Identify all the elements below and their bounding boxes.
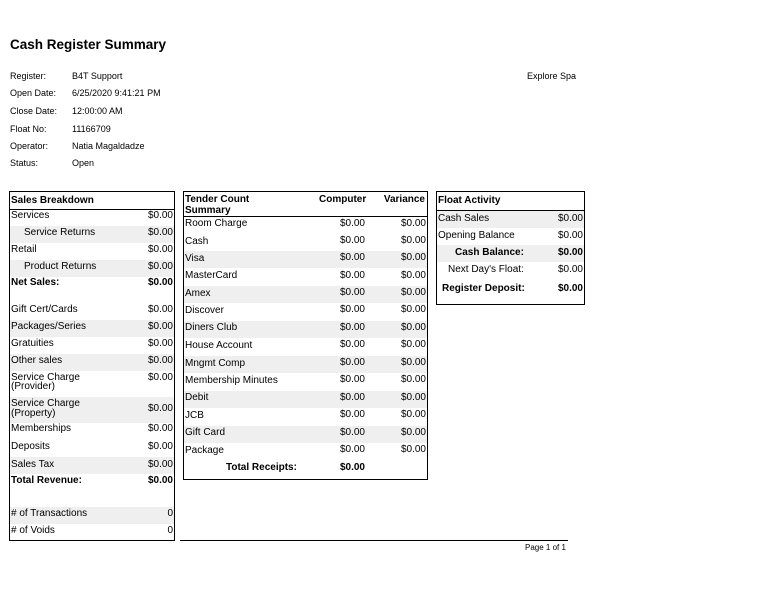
table-row xyxy=(10,226,174,243)
float-no-value: 11166709 xyxy=(72,124,111,134)
total-receipts-value: $0.00 xyxy=(339,462,365,473)
computer-value: $0.00 xyxy=(339,270,365,281)
table-row xyxy=(184,286,427,303)
row-label: Service Returns xyxy=(24,227,96,238)
row-value: $0.00 xyxy=(557,213,583,224)
table-row xyxy=(437,282,584,299)
computer-value: $0.00 xyxy=(339,374,365,385)
computer-value: $0.00 xyxy=(339,409,365,420)
table-row xyxy=(184,373,427,390)
variance-value: $0.00 xyxy=(400,270,426,281)
computer-value: $0.00 xyxy=(339,252,365,263)
status-label: Status: xyxy=(10,158,39,168)
operator-label: Operator: xyxy=(10,141,49,151)
row-label: Next Day's Float: xyxy=(448,264,524,275)
row-label: Cash xyxy=(185,236,209,247)
table-row xyxy=(184,408,427,425)
variance-value: $0.00 xyxy=(400,444,426,455)
row-value: $0.00 xyxy=(147,261,173,272)
row-value: $0.00 xyxy=(147,355,173,366)
register-label: Register: xyxy=(10,71,47,81)
row-label: Gift Cert/Cards xyxy=(11,304,78,315)
row-value: $0.00 xyxy=(147,227,173,238)
table-row xyxy=(10,337,174,354)
row-label: House Account xyxy=(185,340,253,351)
computer-value: $0.00 xyxy=(339,357,365,368)
row-label: Services xyxy=(11,210,50,221)
computer-value: $0.00 xyxy=(339,339,365,350)
table-row xyxy=(10,507,174,524)
table-row xyxy=(10,260,174,277)
variance-value: $0.00 xyxy=(400,252,426,263)
computer-value: $0.00 xyxy=(339,287,365,298)
table-row xyxy=(184,234,427,251)
computer-value: $0.00 xyxy=(339,392,365,403)
table-row xyxy=(10,209,174,226)
row-value: $0.00 xyxy=(147,403,173,414)
close-date-label: Close Date: xyxy=(10,106,58,116)
row-label: Service Charge xyxy=(11,398,80,409)
table-row xyxy=(184,321,427,338)
row-label: Deposits xyxy=(11,441,50,452)
variance-value: $0.00 xyxy=(400,409,426,420)
variance-value: $0.00 xyxy=(400,392,426,403)
table-row xyxy=(184,269,427,286)
variance-value: $0.00 xyxy=(400,322,426,333)
row-label: Gift Card xyxy=(185,427,226,438)
computer-value: $0.00 xyxy=(339,444,365,455)
total-row xyxy=(184,461,427,478)
table-row xyxy=(10,524,174,541)
variance-value: $0.00 xyxy=(400,357,426,368)
row-label: # of Transactions xyxy=(11,508,88,519)
computer-value: $0.00 xyxy=(339,322,365,333)
row-label: Sales Tax xyxy=(11,459,55,470)
row-label: Room Charge xyxy=(185,218,248,229)
page-title: Cash Register Summary xyxy=(10,37,167,52)
row-value: $0.00 xyxy=(557,283,583,294)
row-label-line2: (Property) xyxy=(11,408,56,419)
table-row xyxy=(10,303,174,320)
row-value: 0 xyxy=(167,525,173,536)
open-date-value: 6/25/2020 9:41:21 PM xyxy=(72,88,161,98)
row-value: $0.00 xyxy=(147,321,173,332)
table-row xyxy=(437,263,584,280)
table-row xyxy=(437,228,584,245)
row-value: 0 xyxy=(167,508,173,519)
table-row xyxy=(10,354,174,371)
row-value: $0.00 xyxy=(147,459,173,470)
footer-divider xyxy=(180,540,568,541)
close-date-value: 12:00:00 AM xyxy=(72,106,123,116)
row-label: Other sales xyxy=(11,355,63,366)
row-label: Net Sales: xyxy=(11,277,60,288)
table-row xyxy=(10,243,174,260)
row-value: $0.00 xyxy=(147,372,173,383)
variance-value: $0.00 xyxy=(400,427,426,438)
computer-value: $0.00 xyxy=(339,218,365,229)
table-row xyxy=(10,474,174,491)
row-label: Mngmt Comp xyxy=(185,358,246,369)
variance-value: $0.00 xyxy=(400,287,426,298)
computer-value: $0.00 xyxy=(339,427,365,438)
float-no-label: Float No: xyxy=(10,124,47,134)
variance-value: $0.00 xyxy=(400,218,426,229)
row-label: Package xyxy=(185,445,224,456)
row-value: $0.00 xyxy=(557,264,583,275)
computer-column-header: Computer xyxy=(319,194,367,205)
tender-caption-line2: Summary xyxy=(185,205,231,216)
table-row xyxy=(10,397,174,423)
row-value: $0.00 xyxy=(147,338,173,349)
total-receipts-label: Total Receipts: xyxy=(226,462,297,473)
table-row xyxy=(10,371,174,397)
row-label: Total Revenue: xyxy=(11,475,82,486)
company-name: Explore Spa xyxy=(527,71,577,81)
tender-count-table xyxy=(183,191,428,480)
table-row xyxy=(184,251,427,268)
row-label: Register Deposit: xyxy=(442,283,525,294)
table-row xyxy=(437,211,584,228)
row-value: $0.00 xyxy=(557,230,583,241)
table-row xyxy=(10,320,174,337)
operator-value: Natia Magaldadze xyxy=(72,141,145,151)
row-value: $0.00 xyxy=(147,244,173,255)
table-row xyxy=(184,443,427,460)
row-label: Memberships xyxy=(11,423,72,434)
open-date-label: Open Date: xyxy=(10,88,57,98)
row-value: $0.00 xyxy=(147,304,173,315)
table-row xyxy=(184,356,427,373)
register-value: B4T Support xyxy=(72,71,123,81)
row-value: $0.00 xyxy=(147,277,173,288)
sales-breakdown-table xyxy=(9,191,175,541)
row-label: Membership Minutes xyxy=(185,375,278,386)
row-label-line2: (Provider) xyxy=(11,381,55,392)
row-label: Retail xyxy=(11,244,37,255)
row-label: Cash Balance: xyxy=(455,247,524,258)
row-label: Diners Club xyxy=(185,322,238,333)
row-value: $0.00 xyxy=(147,441,173,452)
table-row xyxy=(10,276,174,293)
table-row xyxy=(10,457,174,474)
computer-value: $0.00 xyxy=(339,304,365,315)
row-label: MasterCard xyxy=(185,270,238,281)
float-activity-caption: Float Activity xyxy=(438,195,501,206)
variance-value: $0.00 xyxy=(400,235,426,246)
float-activity-table xyxy=(436,191,585,305)
row-value: $0.00 xyxy=(147,423,173,434)
row-label: Cash Sales xyxy=(438,213,490,224)
row-value: $0.00 xyxy=(147,210,173,221)
row-label: Gratuities xyxy=(11,338,54,349)
status-value: Open xyxy=(72,158,95,168)
table-row xyxy=(10,423,174,440)
table-row xyxy=(184,426,427,443)
table-row xyxy=(184,216,427,233)
variance-column-header: Variance xyxy=(383,194,425,205)
row-label: Debit xyxy=(185,392,209,403)
variance-value: $0.00 xyxy=(400,304,426,315)
table-row xyxy=(437,245,584,262)
row-label: Service Charge xyxy=(11,372,80,383)
row-label: Opening Balance xyxy=(438,230,515,241)
table-row xyxy=(184,391,427,408)
page-number: Page 1 of 1 xyxy=(525,543,566,552)
row-value: $0.00 xyxy=(557,247,583,258)
tender-caption-line1: Tender Count xyxy=(185,194,250,205)
row-label: JCB xyxy=(185,410,204,421)
row-value: $0.00 xyxy=(147,475,173,486)
row-label: Visa xyxy=(185,253,205,264)
row-label: Packages/Series xyxy=(11,321,87,332)
table-row xyxy=(184,338,427,355)
computer-value: $0.00 xyxy=(339,235,365,246)
row-label: Product Returns xyxy=(24,261,97,272)
table-row xyxy=(184,303,427,320)
variance-value: $0.00 xyxy=(400,339,426,350)
row-label: # of Voids xyxy=(11,525,55,536)
variance-value: $0.00 xyxy=(400,374,426,385)
sales-breakdown-caption: Sales Breakdown xyxy=(11,195,94,206)
row-label: Discover xyxy=(185,305,224,316)
row-label: Amex xyxy=(185,288,211,299)
table-row xyxy=(10,440,174,457)
